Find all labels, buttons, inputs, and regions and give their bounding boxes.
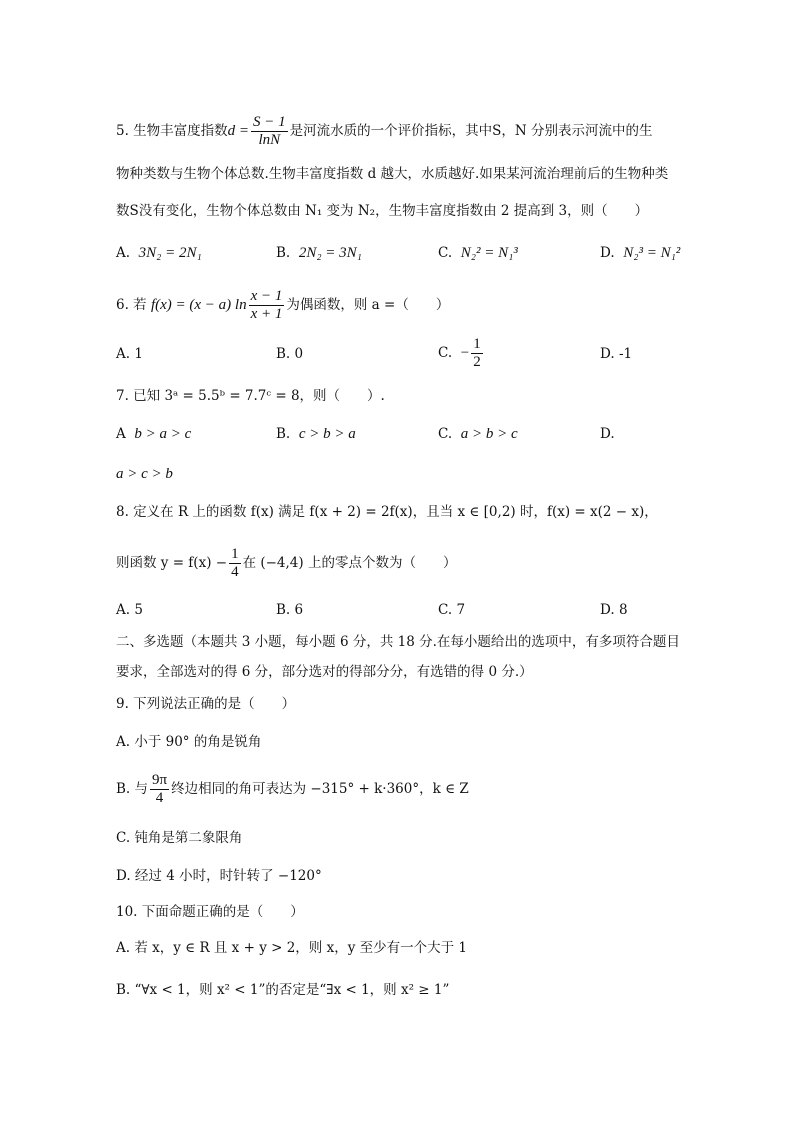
q6-line1: 6. 若 f(x) = (x − a) ln $\frac{x - 1}{x + 1}$ 为偶函数，则 a =（ ） — [116, 288, 450, 322]
q5-frac-den: lnN — [258, 132, 281, 148]
q9-option-d: D. 经过 4 小时，时针转了 −120° — [116, 868, 322, 884]
q8-option-a: A. 5 — [116, 602, 143, 618]
q5-line3: 数S没有变化，生物个体总数由 N₁ 变为 N₂，生物丰富度指数由 2 提高到 3，则（ ） — [116, 203, 649, 219]
q5-line2: 物种类数与生物个体总数.生物丰富度指数 d 越大，水质越好.如果某河流治理前后的生物种类 — [116, 166, 669, 182]
q9-option-b: B. 与 $\frac{9\pi}{4}$ 终边相同的角可表达为 −315° + k·360°，k ∈ Z — [116, 772, 469, 806]
q5-frac-num: S − 1 — [253, 114, 286, 130]
q5-option-a: A. 3N₂ = 2N₁ — [116, 245, 202, 261]
q5-option-d: D. N₂³ = N₁² — [600, 245, 681, 261]
q6-option-a: A. 1 — [116, 346, 143, 362]
q6-option-c: C. − $\frac{1}{2}$ — [438, 336, 481, 370]
q10-option-b: B. “∀x < 1，则 x² < 1”的否定是“∃x < 1，则 x² ≥ 1” — [116, 982, 450, 998]
q9-option-c: C. 钝角是第二象限角 — [116, 830, 243, 846]
q7-option-d: D. — [600, 426, 615, 442]
q5-option-c: C. N₂² = N₁³ — [438, 245, 518, 261]
q5-suffix: 是河流水质的一个评价指标，其中S，N 分别表示河流中的生 — [289, 123, 653, 139]
q7-option-b: B. c > b > a — [276, 426, 356, 442]
q5-formula-lhs: d = — [227, 123, 250, 139]
q5-prefix: 5. 生物丰富度指数 — [116, 123, 228, 139]
q6-suffix: 为偶函数，则 a =（ ） — [286, 297, 450, 313]
q8-line1: 8. 定义在 R 上的函数 f(x) 满足 f(x + 2) = 2f(x)，且当 x ∈ [0,2) 时，f(x) = x(2 − x)， — [116, 504, 658, 520]
q8-line2: 则函数 y = f(x) − $\frac{1}{4}$ 在 (−4,4) 上的零点个数为（ ） — [116, 546, 457, 580]
q5-fraction — [251, 114, 288, 149]
q7-option-c: C. a > b > c — [438, 426, 518, 442]
q10-stem: 10. 下面命题正确的是（ ） — [116, 904, 304, 920]
q6-option-d: D. -1 — [600, 346, 633, 362]
q9-option-a: A. 小于 90° 的角是锐角 — [116, 734, 262, 750]
q6-formula: f(x) = (x − a) ln — [150, 297, 247, 313]
q9-stem: 9. 下列说法正确的是（ ） — [116, 696, 296, 712]
q10-option-a: A. 若 x，y ∈ R 且 x + y > 2，则 x，y 至少有一个大于 1 — [116, 940, 468, 956]
q7-stem: 7. 已知 3ᵃ = 5.5ᵇ = 7.7ᶜ = 8，则（ ）. — [116, 388, 385, 404]
q8-option-c: C. 7 — [438, 602, 466, 618]
q8-option-d: D. 8 — [600, 602, 628, 618]
q5-option-b: B. 2N₂ = 3N₁ — [276, 245, 362, 261]
section2-header-line2: 要求，全部选对的得 6 分，部分选对的得部分分，有选错的得 0 分.） — [116, 664, 533, 680]
q6-fraction: $\frac{x - 1}{x + 1}$ — [250, 288, 283, 322]
section2-header-line1: 二、多选题（本题共 3 小题，每小题 6 分，共 18 分.在每小题给出的选项中，有多项符合题目 — [116, 634, 680, 650]
q8-option-b: B. 6 — [276, 602, 304, 618]
q6-option-b: B. 0 — [276, 346, 304, 362]
q7-option-d-text: a > c > b — [116, 466, 173, 482]
q7-option-a: A b > a > c — [116, 426, 192, 442]
q5-line1 — [116, 114, 653, 149]
